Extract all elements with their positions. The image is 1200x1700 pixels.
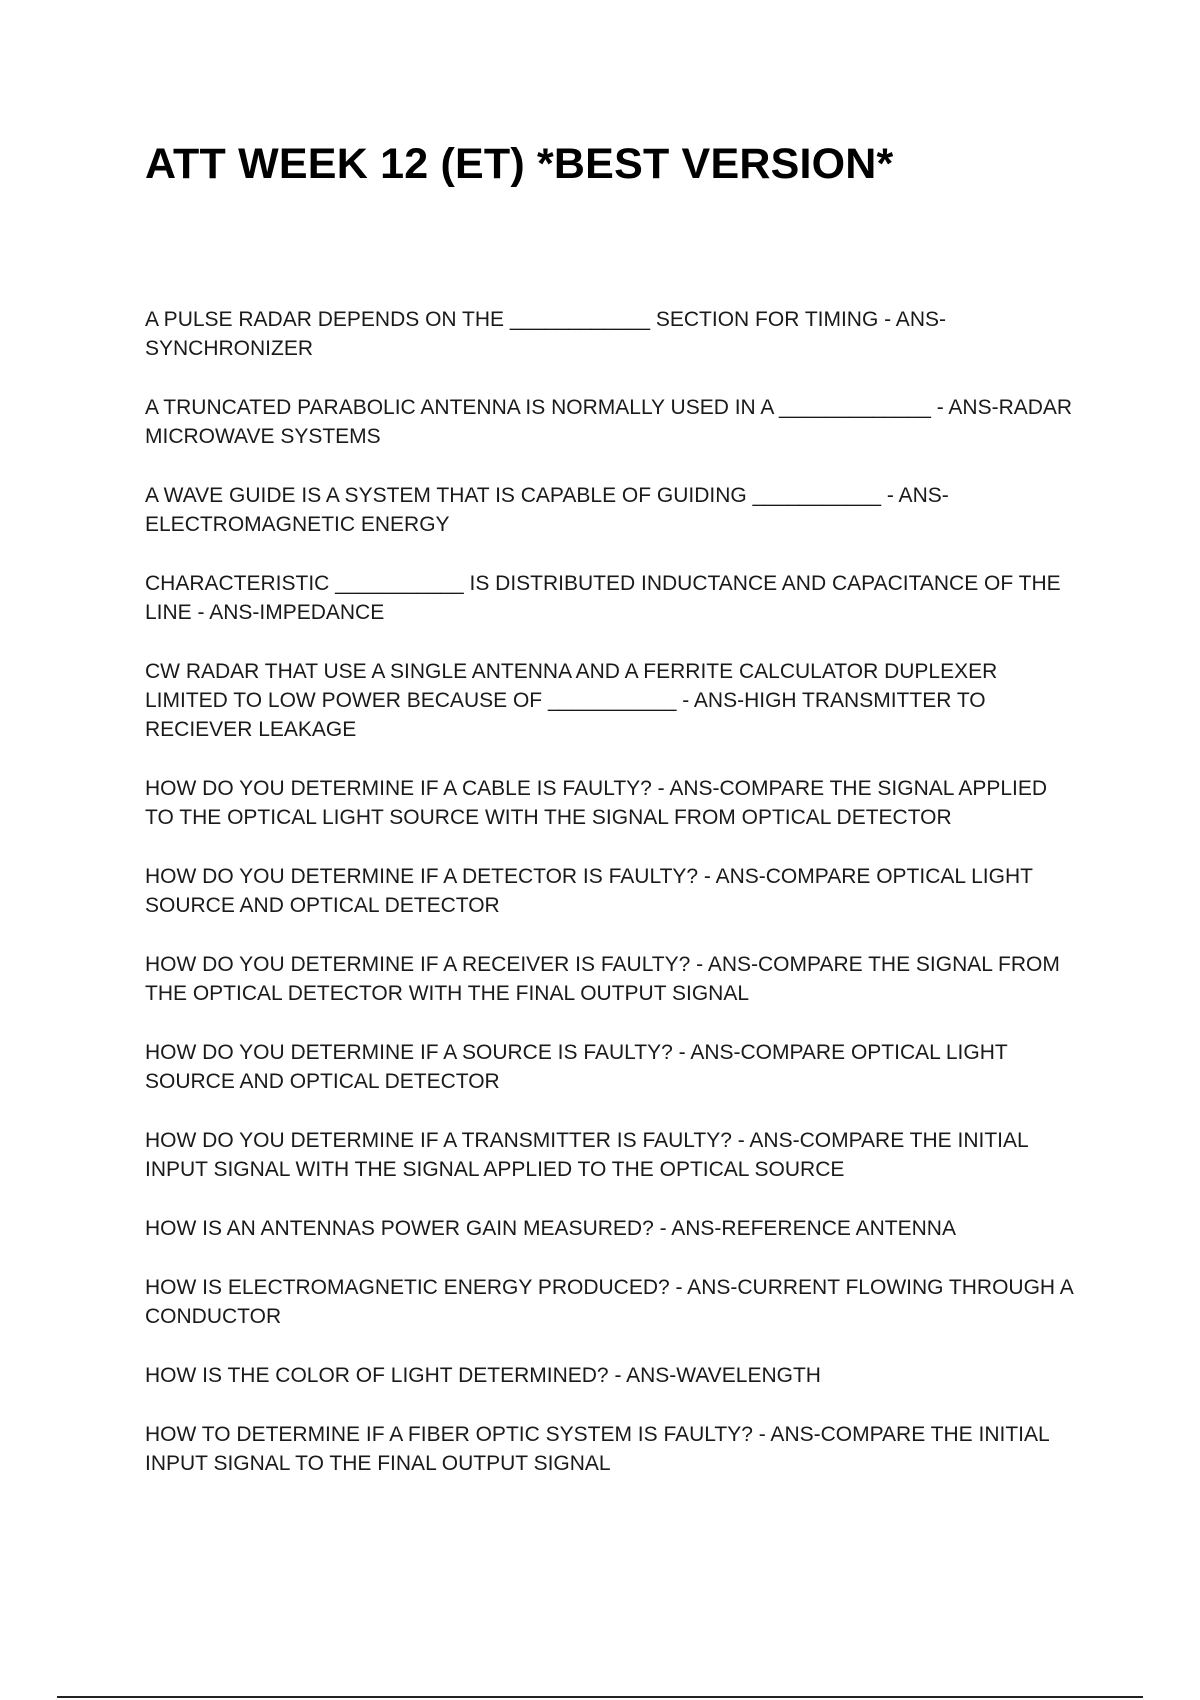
footer-divider <box>57 1696 1143 1698</box>
qa-item: HOW DO YOU DETERMINE IF A RECEIVER IS FAULTY? - ANS-COMPARE THE SIGNAL FROM THE OPTICAL DETECTOR WITH THE FINAL OUTPUT SIGNAL <box>145 953 1060 1005</box>
qa-item: HOW IS AN ANTENNAS POWER GAIN MEASURED? - ANS-REFERENCE ANTENNA <box>145 1217 956 1240</box>
qa-item: A PULSE RADAR DEPENDS ON THE ____________ SECTION FOR TIMING - ANS-SYNCHRONIZER <box>145 308 946 360</box>
qa-item: CHARACTERISTIC ___________ IS DISTRIBUTED INDUCTANCE AND CAPACITANCE OF THE LINE - ANS-IMPEDANCE <box>145 572 1061 624</box>
qa-item: A TRUNCATED PARABOLIC ANTENNA IS NORMALLY USED IN A _____________ - ANS-RADAR MICROWAVE SYSTEMS <box>145 396 1073 448</box>
qa-item: HOW IS ELECTROMAGNETIC ENERGY PRODUCED? - ANS-CURRENT FLOWING THROUGH A CONDUCTOR <box>145 1276 1073 1328</box>
qa-item: CW RADAR THAT USE A SINGLE ANTENNA AND A FERRITE CALCULATOR DUPLEXER LIMITED TO LOW POWER BECAUSE OF ___________ - ANS-HIGH TRANSMITTER TO RECIEVER LEAKAGE <box>145 660 998 741</box>
qa-item: HOW DO YOU DETERMINE IF A TRANSMITTER IS FAULTY? - ANS-COMPARE THE INITIAL INPUT SIGNAL WITH THE SIGNAL APPLIED TO THE OPTICAL SOURCE <box>145 1129 1028 1181</box>
document-title: ATT WEEK 12 (ET) *BEST VERSION* <box>145 140 894 188</box>
qa-item: HOW DO YOU DETERMINE IF A DETECTOR IS FAULTY? - ANS-COMPARE OPTICAL LIGHT SOURCE AND OPTICAL DETECTOR <box>145 865 1033 917</box>
qa-item: HOW IS THE COLOR OF LIGHT DETERMINED? - ANS-WAVELENGTH <box>145 1364 821 1387</box>
qa-item: A WAVE GUIDE IS A SYSTEM THAT IS CAPABLE OF GUIDING ___________ - ANS-ELECTROMAGNETIC ENERGY <box>145 484 949 536</box>
qa-item: HOW DO YOU DETERMINE IF A SOURCE IS FAULTY? - ANS-COMPARE OPTICAL LIGHT SOURCE AND OPTICAL DETECTOR <box>145 1041 1008 1093</box>
qa-item: HOW TO DETERMINE IF A FIBER OPTIC SYSTEM IS FAULTY? - ANS-COMPARE THE INITIAL INPUT SIGNAL TO THE FINAL OUTPUT SIGNAL <box>145 1423 1049 1475</box>
qa-item: HOW DO YOU DETERMINE IF A CABLE IS FAULTY? - ANS-COMPARE THE SIGNAL APPLIED TO THE OPTICAL LIGHT SOURCE WITH THE SIGNAL FROM OPTICAL DETECTOR <box>145 777 1048 829</box>
qa-list <box>145 305 1075 1508</box>
